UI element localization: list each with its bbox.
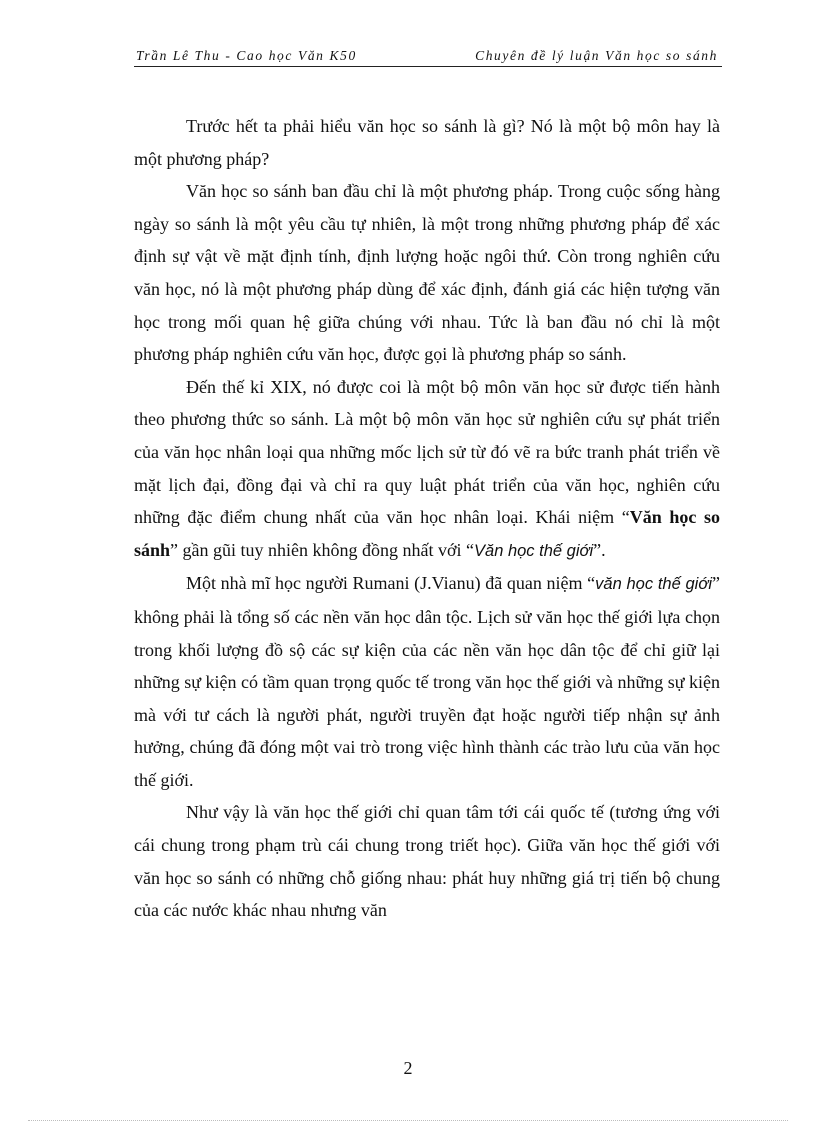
paragraph-3-text-c: ”. xyxy=(593,539,606,560)
header-author: Trần Lê Thu - Cao học Văn K50 xyxy=(136,48,357,63)
paragraph-2: Văn học so sánh ban đầu chỉ là một phương pháp. Trong cuộc sống hàng ngày so sánh là một yêu cầu tự nhiên, là một trong những phương pháp để xác định sự vật về mặt định tính, định lượng hoặc ngôi thứ. Còn trong nghiên cứu văn học, nó là một phương pháp dùng để xác định, đánh giá các hiện tượng văn học trong mối quan hệ giữa chúng với nhau. Tức là ban đầu nó chỉ là một phương pháp nghiên cứu văn học, được gọi là phương pháp so sánh. xyxy=(134,181,720,365)
paragraph-3 xyxy=(134,371,720,568)
paragraph-3-text-b: ” gần gũi tuy nhiên không đồng nhất với “ xyxy=(170,539,475,560)
paragraph-1: Trước hết ta phải hiểu văn học so sánh là gì? Nó là một bộ môn hay là một phương pháp? xyxy=(134,116,720,169)
paragraph-5: Như vậy là văn học thế giới chỉ quan tâm tới cái quốc tế (tương ứng với cái chung trong phạm trù cái chung trong triết học). Giữa văn học thế giới với văn học so sánh có những chỗ giống nhau: phát huy những giá trị tiến bộ chung của các nước khác nhau nhưng văn xyxy=(134,802,720,921)
paragraph-4-text-b: ” không phải là tổng số các nền văn học dân tộc. Lịch sử văn học thế giới lựa chọn trong khối lượng đồ sộ các sự kiện của các nền văn học dân tộc để chỉ giữ lại những sự kiện có tầm quan trọng quốc tế trong văn học thế giới và những sự kiện mà với tư cách là người phát, người truyền đạt hoặc người tiếp nhận sự ảnh hưởng, chúng đã đóng một vai trò trong việc hình thành các trào lưu của văn học thế giới. xyxy=(134,573,720,790)
page-bottom-divider xyxy=(28,1120,788,1121)
paragraph-3-text-a: Đến thế kỉ XIX, nó được coi là một bộ môn văn học sử được tiến hành theo phương thức so sánh. Là một bộ môn văn học sử nghiên cứu sự phát triển của văn học nhân loại qua những mốc lịch sử từ đó vẽ ra bức tranh phát triển về mặt lịch đại, đồng đại và chỉ ra quy luật phát triển của văn học, nghiên cứu những đặc điểm chung nhất của văn học nhân loại. Khái niệm “ xyxy=(134,376,720,528)
term-van-hoc-so-sanh: Văn học so sánh xyxy=(134,507,720,560)
term-van-hoc-the-gioi: Văn học thế giới xyxy=(474,541,594,560)
paragraph-4 xyxy=(134,567,720,796)
body-text xyxy=(134,110,720,927)
header-topic: Chuyên đề lý luận Văn học so sánh xyxy=(475,48,718,63)
paragraph-4-text-a: Một nhà mĩ học người Rumani (J.Vianu) đã quan niệm “ xyxy=(186,573,596,594)
quote-van-hoc-the-gioi: văn học thế giới xyxy=(595,575,712,594)
page-number: 2 xyxy=(403,1058,413,1078)
running-header xyxy=(134,46,722,67)
